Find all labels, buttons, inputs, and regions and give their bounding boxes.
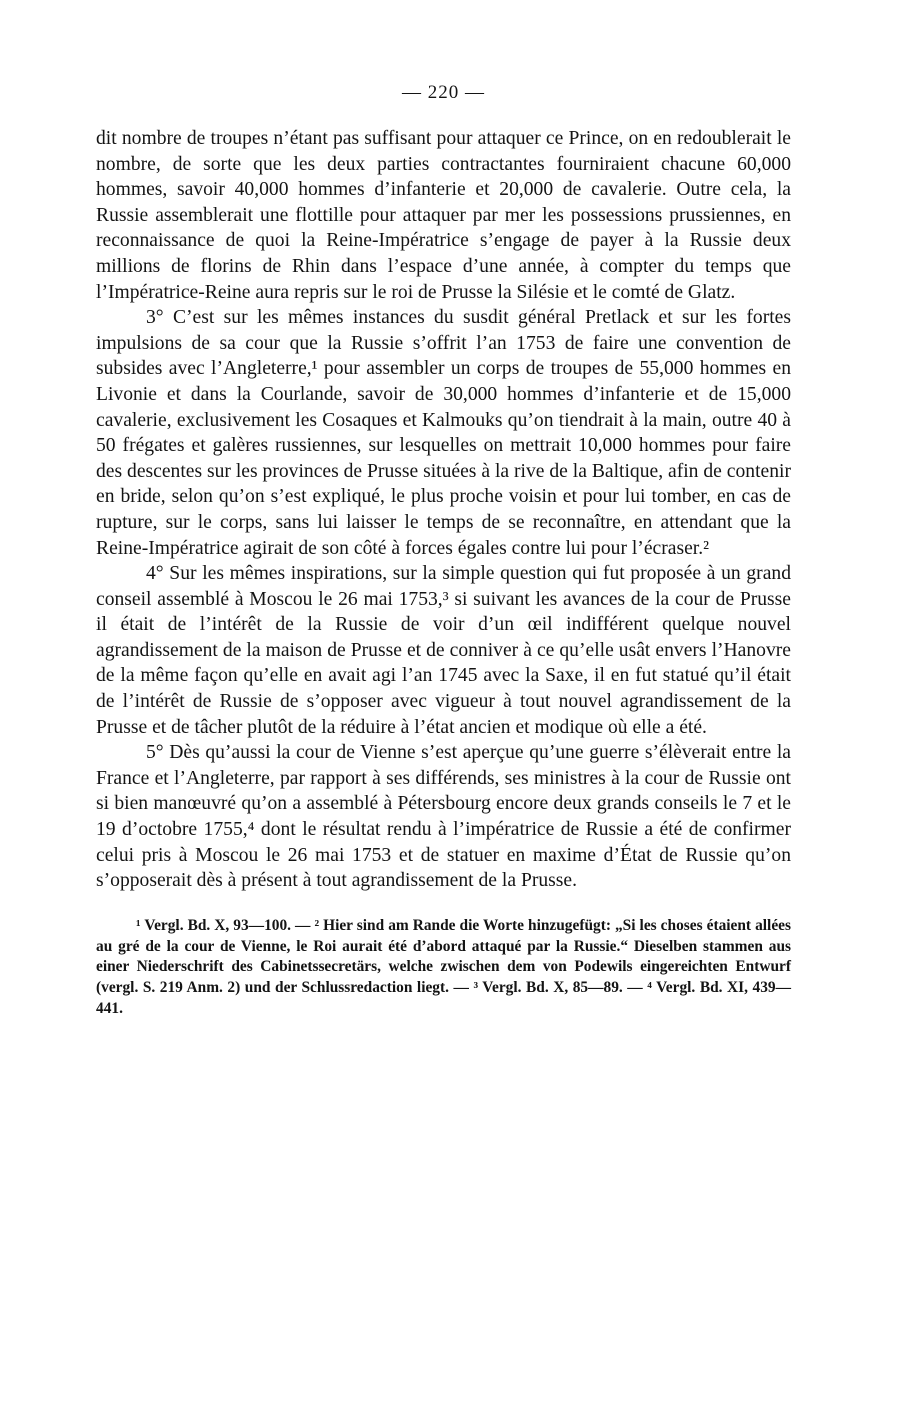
page-number: — 220 — [402, 82, 485, 103]
footnote-text: ¹ Vergl. Bd. X, 93—100. — ² Hier sind am Rande die Worte hinzugefügt: „Si les choses étaient allées au gré de la cour de Vienne, le Roi aurait été d’abord attaqué par la Russie.“ Dieselben stammen aus einer Niederschrift des Cabinetssecretärs, welche zwischen dem von Podewils eingereichten Entwurf (vergl. S. 219 Anm. 2) und der Schlussredaction liegt. — ³ Vergl. Bd. X, 85—89. — ⁴ Vergl. Bd. XI, 439—441. [96, 916, 791, 1017]
paragraph-5: 5° Dès qu’aussi la cour de Vienne s’est aperçue qu’une guerre s’élèverait entre la France et l’Angleterre, par rapport à ses différends, ses ministres à la cour de Russie ont si bien manœuvré qu’on a assemblé à Pétersbourg encore deux grands conseils le 7 et le 19 d’octobre 1755,⁴ dont le résultat rendu à l’impératrice de Russie a été de confirmer celui pris à Moscou le 26 mai 1753 et de statuer en maxime d’État de Russie qu’on s’opposerait dès à présent à tout agrandissement de la Prusse. [96, 742, 791, 892]
paragraph-3: 3° C’est sur les mêmes instances du susdit général Pretlack et sur les fortes impulsions de sa cour que la Russie s’offrit l’an 1753 de faire une convention de subsides avec l’Angleterre,¹ pour assembler un corps de troupes de 55,000 hommes en Livonie et dans la Courlande, savoir de 30,000 hommes d’infanterie et de 15,000 cavalerie, exclusivement les Cosaques et Kalmouks qu’on tiendrait à la main, outre 40 à 50 frégates et galères russiennes, sur lesquelles on mettrait 10,000 hommes pour faire des descentes sur les provinces de Prusse situées à la rive de la Baltique, afin de contenir en bride, selon qu’on s’est expliqué, le plus proche voisin et pour lui tomber, en cas de rupture, sur le corps, sans lui laisser le temps de se reconnaître, en attendant que la Reine-Impératrice agirait de son côté à forces égales contre lui pour l’écraser.² [96, 307, 791, 559]
paragraph-continuation: dit nombre de troupes n’étant pas suffisant pour attaquer ce Prince, on en redoublerait le nombre, de sorte que les deux parties contractantes fourniraient chacune 60,000 hommes, savoir 40,000 hommes d’infanterie et 20,000 de cavalerie. Outre cela, la Russie assemblerait une flottille pour attaquer par mer les possessions prussiennes, en reconnaissance de quoi la Reine-Impératrice s’engage de payer à la Russie deux millions de florins de Rhin dans l’espace d’une année, à compter du temps que l’Impératrice-Reine aura repris sur le roi de Prusse la Silésie et le comté de Glatz. [96, 128, 791, 303]
book-page [96, 82, 791, 1020]
paragraph-4: 4° Sur les mêmes inspirations, sur la simple question qui fut proposée à un grand conseil assemblé à Moscou le 26 mai 1753,³ si suivant les avances de la cour de Prusse il était de l’intérêt de la Russie de voir d’un œil indifférent quelque nouvel agrandissement de la maison de Prusse et de conniver à ce qu’elle usât envers l’Hanovre de la même façon qu’elle en avait agi l’an 1745 avec la Saxe, il en fut statué qu’il était de l’intérêt de Russie de s’opposer avec vigueur à tout nouvel agrandissement de la Prusse et de tâcher plutôt de la réduire à l’état ancien et modique où elle a été. [96, 563, 791, 738]
main-text [96, 126, 791, 894]
footnotes [96, 916, 791, 1020]
